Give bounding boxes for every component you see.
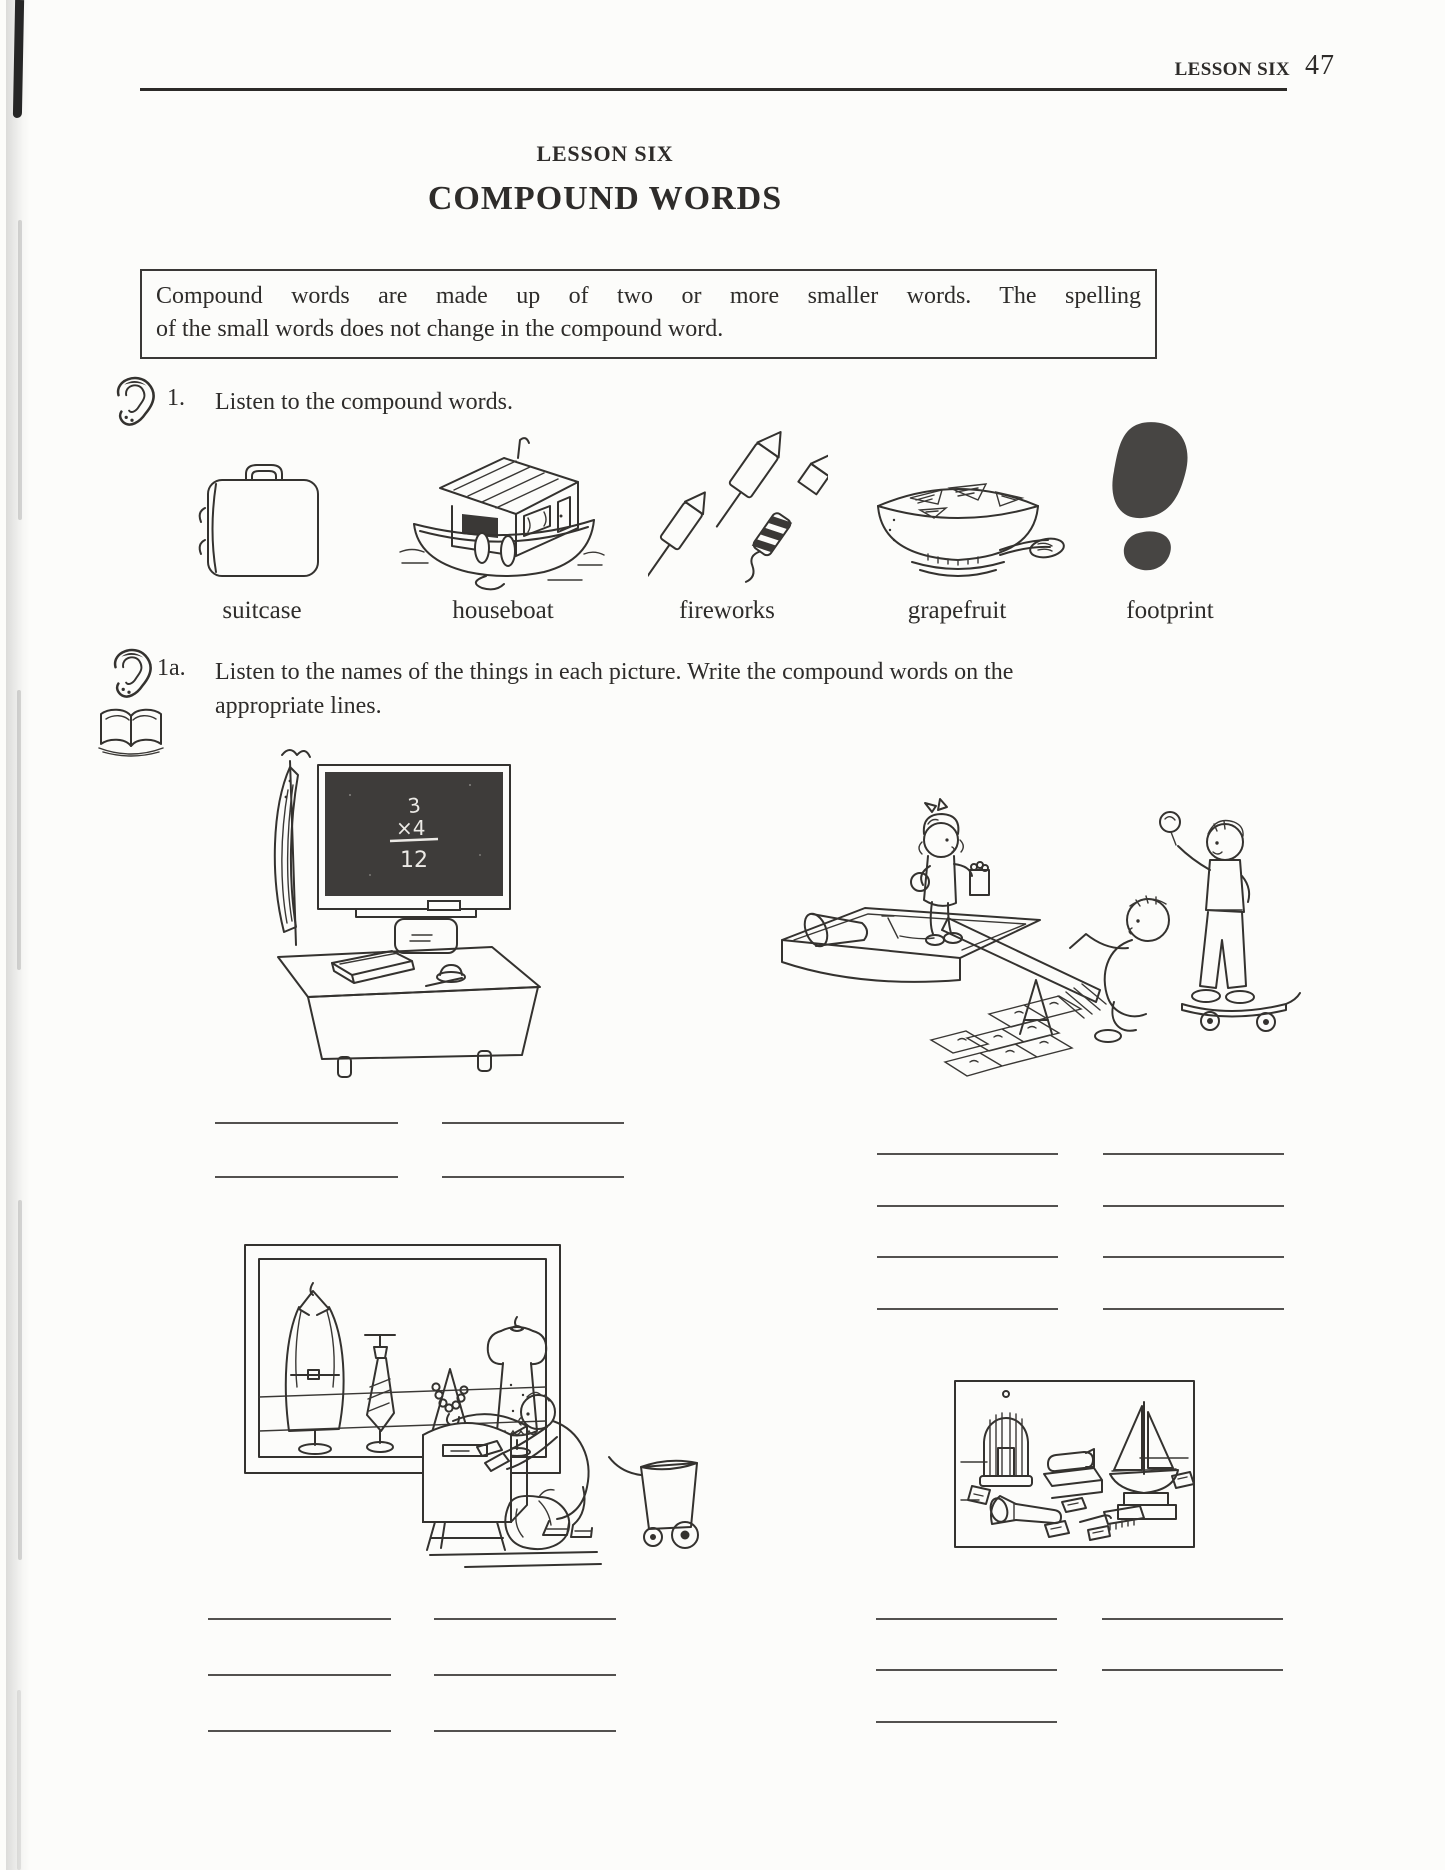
playground-scene-illustration — [770, 790, 1320, 1095]
answer-line[interactable] — [877, 1153, 1058, 1155]
answer-line[interactable] — [434, 1618, 616, 1620]
store-window-mailbox-scene-illustration — [205, 1235, 765, 1570]
exercise-1-number: 1. — [167, 385, 185, 411]
answer-line[interactable] — [876, 1721, 1057, 1723]
answer-line[interactable] — [877, 1205, 1058, 1207]
blackboard-text-line1: 3 — [406, 792, 423, 819]
answer-line[interactable] — [215, 1176, 398, 1178]
answer-line[interactable] — [1102, 1618, 1283, 1620]
footprint-illustration — [1082, 418, 1217, 573]
fireworks-illustration — [648, 420, 828, 585]
grapefruit-illustration — [850, 458, 1065, 583]
classroom-scene-illustration — [260, 745, 570, 1085]
answer-line[interactable] — [442, 1176, 624, 1178]
answer-line[interactable] — [877, 1308, 1058, 1310]
page-title: COMPOUND WORDS — [427, 180, 783, 217]
answer-line[interactable] — [876, 1618, 1057, 1620]
scan-edge-mark — [17, 1690, 21, 1870]
vocab-label: fireworks — [679, 597, 775, 624]
answer-line[interactable] — [1103, 1308, 1284, 1310]
lesson-heading: LESSON SIX — [536, 141, 674, 166]
answer-line[interactable] — [434, 1674, 616, 1676]
answer-line[interactable] — [876, 1669, 1057, 1671]
answer-line[interactable] — [208, 1618, 391, 1620]
running-header-title: LESSON SIX — [1174, 59, 1290, 80]
scan-edge-mark — [18, 220, 22, 520]
answer-line[interactable] — [1103, 1256, 1284, 1258]
vocab-label: footprint — [1126, 597, 1214, 624]
answer-line[interactable] — [877, 1256, 1058, 1258]
answer-line[interactable] — [208, 1730, 391, 1732]
answer-line[interactable] — [1102, 1669, 1283, 1671]
scan-edge-mark — [18, 1200, 22, 1560]
instruction-line: Listen to the names of the things in each picture. Write the compound words on the — [215, 659, 1014, 685]
answer-line[interactable] — [434, 1730, 616, 1732]
exercise-1a-instruction — [215, 655, 1315, 723]
houseboat-illustration — [398, 432, 613, 592]
answer-line[interactable] — [1103, 1153, 1284, 1155]
scan-edge-mark — [17, 690, 21, 970]
header-rule — [140, 88, 1287, 91]
answer-line[interactable] — [1103, 1205, 1284, 1207]
exercise-1a-number: 1a. — [157, 655, 186, 681]
vocab-label: houseboat — [452, 597, 554, 624]
definition-box — [140, 269, 1157, 359]
open-book-icon — [95, 702, 167, 758]
ear-icon — [100, 646, 158, 700]
toy-display-scene-illustration — [952, 1378, 1197, 1550]
definition-line: of the small words does not change in the compound word. — [156, 316, 724, 342]
answer-line[interactable] — [215, 1122, 398, 1124]
vocab-label: grapefruit — [907, 597, 1007, 624]
definition-line: Compound words are made up of two or more smaller words. The spelling — [156, 283, 1141, 309]
instruction-line: appropriate lines. — [215, 693, 382, 719]
vocab-label: suitcase — [222, 597, 302, 624]
answer-line[interactable] — [442, 1122, 624, 1124]
ear-icon — [103, 374, 161, 428]
exercise-1-instruction: Listen to the compound words. — [215, 389, 513, 415]
blackboard-text-line3: 12 — [400, 848, 428, 873]
suitcase-illustration — [188, 442, 333, 587]
answer-line[interactable] — [208, 1674, 391, 1676]
page-number: 47 — [1305, 50, 1335, 81]
blackboard-text-line2: ×4 — [396, 816, 426, 840]
